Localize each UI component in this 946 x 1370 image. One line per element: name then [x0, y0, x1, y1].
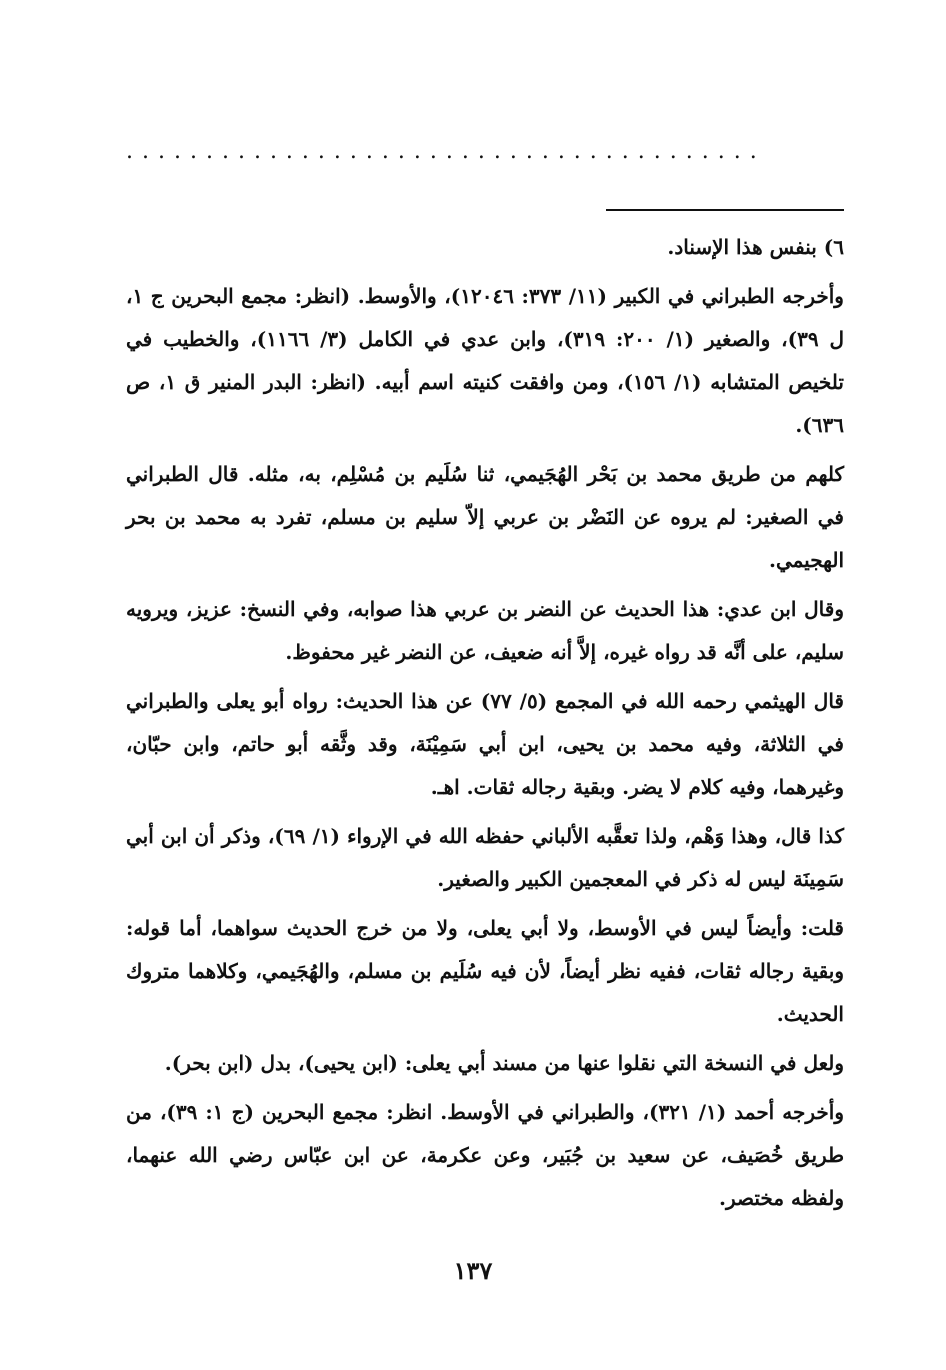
footnote-paragraph: قال الهيثمي رحمه الله في المجمع (٥/ ٧٧) عن هذا الحديث: رواه أبو يعلى والطبراني في الثلاثة، وفيه محمد بن يحيى، ابن أبي سَمِيْنَة، وقد وثَّقه أبو حاتم، وابن حبّان، وغيرهما، وفيه كلام لا يضر. وبقية رجاله ثقات. اهـ.	[126, 689, 844, 799]
footnote-paragraph: وأخرجه الطبراني في الكبير (١١/ ٣٧٣: ١٢٠٤٦)، والأوسط. (انظر: مجمع البحرين ج ١، ل ٣٩)، والصغير (١/ ٢٠٠: ٣١٩)، وابن عدي في الكامل (٣/ ١١٦٦)، والخطيب في تلخيص المتشابه (١/ ١٥٦)، ومن وافقت كنيته اسم أبيه. (انظر: البدر المنير ق ١، ص ٦٣٦).	[126, 284, 844, 437]
footnote-paragraph: كلهم من طريق محمد بن بَحْر الهُجَيمي، ثنا سُلَيم بن مُسْلِم، به، مثله. قال الطبراني في الصغير: لم يروه عن النَضْر بن عربي إلاّ سليم بن مسلم، تفرد به محمد بن بحر الهجيمي.	[126, 462, 844, 572]
footnote-paragraph: وأخرجه أحمد (١/ ٣٢١)، والطبراني في الأوسط. انظر: مجمع البحرين (ج ١: ٣٩)، من طريق خُصَيف، عن سعيد بن جُبَير، وعن عكرمة، عن ابن عبّاس رضي الله عنهما، ولفظه مختصر.	[126, 1100, 844, 1210]
footnote-paragraph: ولعل في النسخة التي نقلوا عنها من مسند أبي يعلى: (ابن يحيى)، بدل (ابن بحر).	[164, 1051, 844, 1075]
footnote-paragraph: كذا قال، وهذا وَهْم، ولذا تعقَّبه الألباني حفظه الله في الإرواء (١/ ٦٩)، وذكر أن ابن أبي سَمِينَة ليس له ذكر في المعجمين الكبير والصغير.	[126, 824, 844, 891]
footnotes-section	[126, 226, 844, 1226]
footnote-paragraph: ٦) بنفس هذا الإسناد.	[667, 235, 844, 259]
footnote-paragraph: وقال ابن عدي: هذا الحديث عن النضر بن عربي هذا صوابه، وفي النسخ: عزيز، ويرويه سليم، على أنَّه قد رواه غيره، إلاَّ أنه ضعيف، عن النضر غير محفوظ.	[126, 597, 844, 664]
page-number: ١٣٧	[453, 1256, 493, 1285]
footnote-rule	[606, 209, 844, 211]
separator-dots: ........................................	[126, 142, 766, 162]
footnote-paragraph: قلت: وأيضاً ليس في الأوسط، ولا أبي يعلى، ولا من خرج الحديث سواهما، أما قوله: وبقية رجاله ثقات، ففيه نظر أيضاً، لأن فيه سُلَيم بن مسلم، والهُجَيمي، وكلاهما متروك الحديث.	[126, 916, 844, 1026]
